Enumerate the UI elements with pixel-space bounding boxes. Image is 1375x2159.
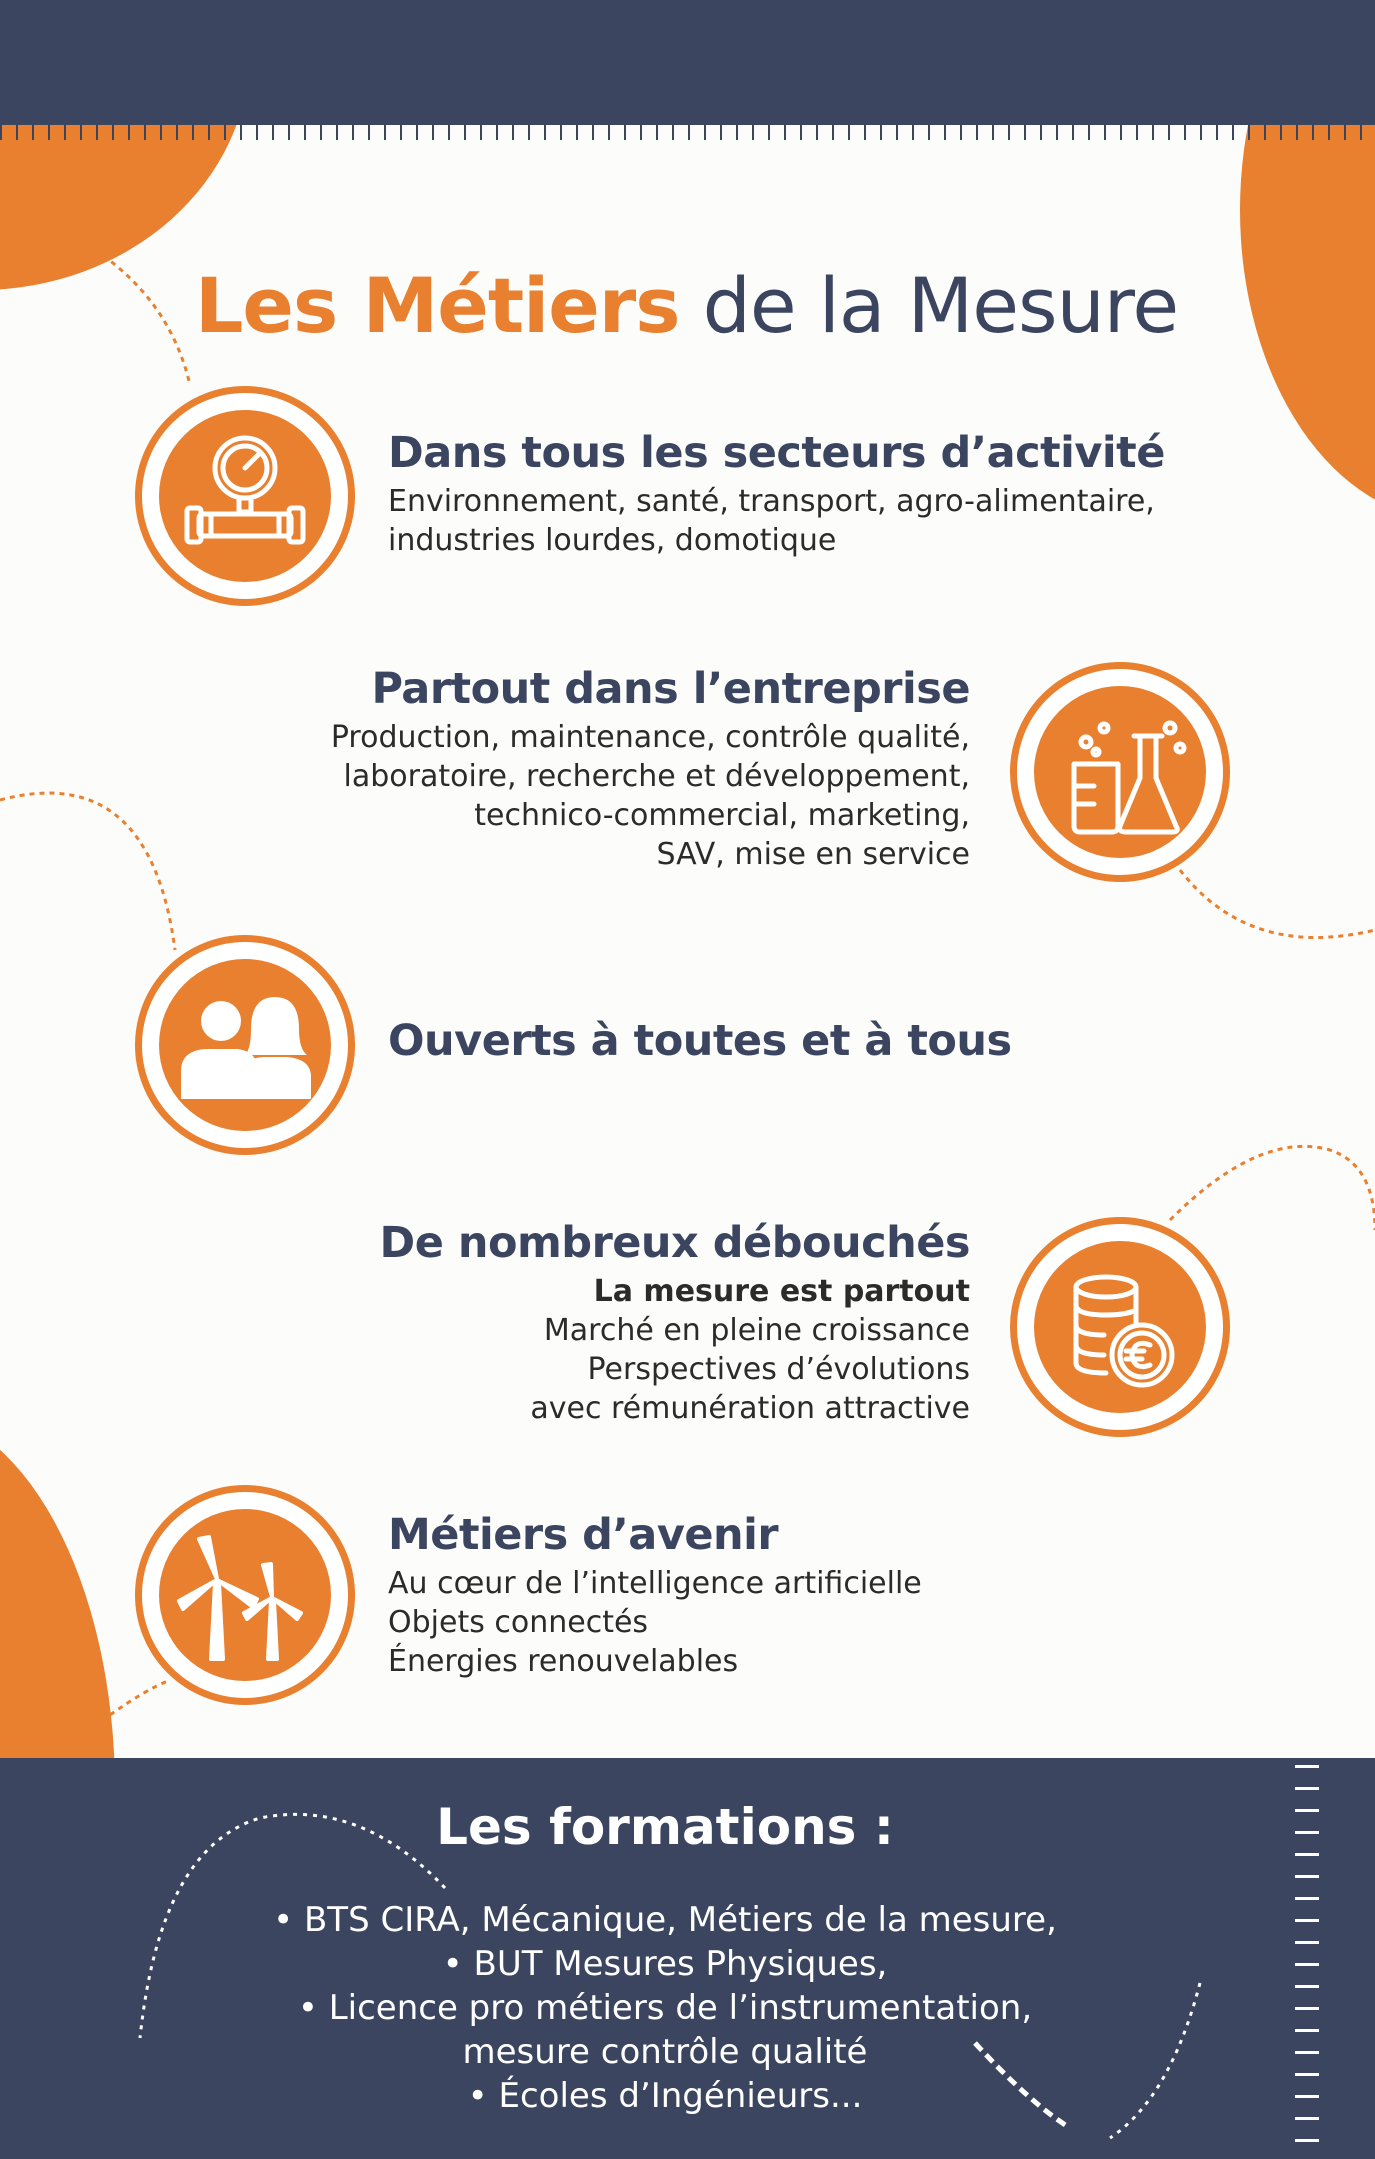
section-line: Environnement, santé, transport, agro-alimentaire, — [388, 484, 1155, 519]
section-line: Énergies renouvelables — [388, 1644, 739, 1679]
pressure-gauge-icon — [135, 386, 355, 606]
formation-item: • BTS CIRA, Mécanique, Métiers de la mesure, — [273, 1900, 1057, 1940]
page-title — [195, 261, 1295, 350]
lab-flasks-icon — [1010, 662, 1230, 882]
section-line: Au cœur de l’intelligence artificielle — [388, 1566, 922, 1601]
section-debouches — [270, 1218, 970, 1428]
section-line: laboratoire, recherche et développement, — [343, 759, 970, 794]
section-line: Objets connectés — [388, 1605, 649, 1640]
section-heading: Partout dans l’entreprise — [371, 664, 970, 714]
section-heading: De nombreux débouchés — [379, 1218, 970, 1268]
section-line: Production, maintenance, contrôle qualité, — [330, 720, 970, 755]
formation-item: mesure contrôle qualité — [462, 2032, 868, 2072]
formation-item: • Licence pro métiers de l’instrumentation, — [297, 1988, 1033, 2028]
section-line: avec rémunération attractive — [530, 1391, 970, 1426]
people-icon — [135, 935, 355, 1155]
formation-item: • Écoles d’Ingénieurs... — [467, 2076, 863, 2116]
section-ouverts — [388, 1016, 1012, 1070]
euro-coins-icon — [1010, 1217, 1230, 1437]
footer-ruler-ticks — [1295, 1765, 1319, 2159]
section-heading: Dans tous les secteurs d’activité — [388, 428, 1165, 478]
formation-item: • BUT Mesures Physiques, — [442, 1944, 888, 1984]
formations-footer — [0, 1758, 1375, 2159]
section-entreprise — [270, 664, 970, 874]
section-heading: Métiers d’avenir — [388, 1510, 779, 1560]
section-heading: Ouverts à toutes et à tous — [388, 1016, 1012, 1066]
section-line: SAV, mise en service — [656, 837, 970, 872]
section-avenir — [388, 1510, 922, 1681]
wind-turbine-icon — [135, 1485, 355, 1705]
formations-heading: Les formations : — [436, 1798, 894, 1856]
section-line: Perspectives d’évolutions — [587, 1352, 970, 1387]
title-rest: de la Mesure — [679, 260, 1179, 350]
section-line: industries lourdes, domotique — [388, 523, 837, 558]
formations-list — [0, 1898, 1330, 2118]
section-line: Marché en pleine croissance — [543, 1313, 970, 1348]
title-accent: Les Métiers — [195, 260, 680, 350]
section-bold-line: La mesure est partout — [593, 1274, 970, 1309]
section-line: technico-commercial, marketing, — [474, 798, 970, 833]
section-secteurs — [388, 428, 1165, 560]
